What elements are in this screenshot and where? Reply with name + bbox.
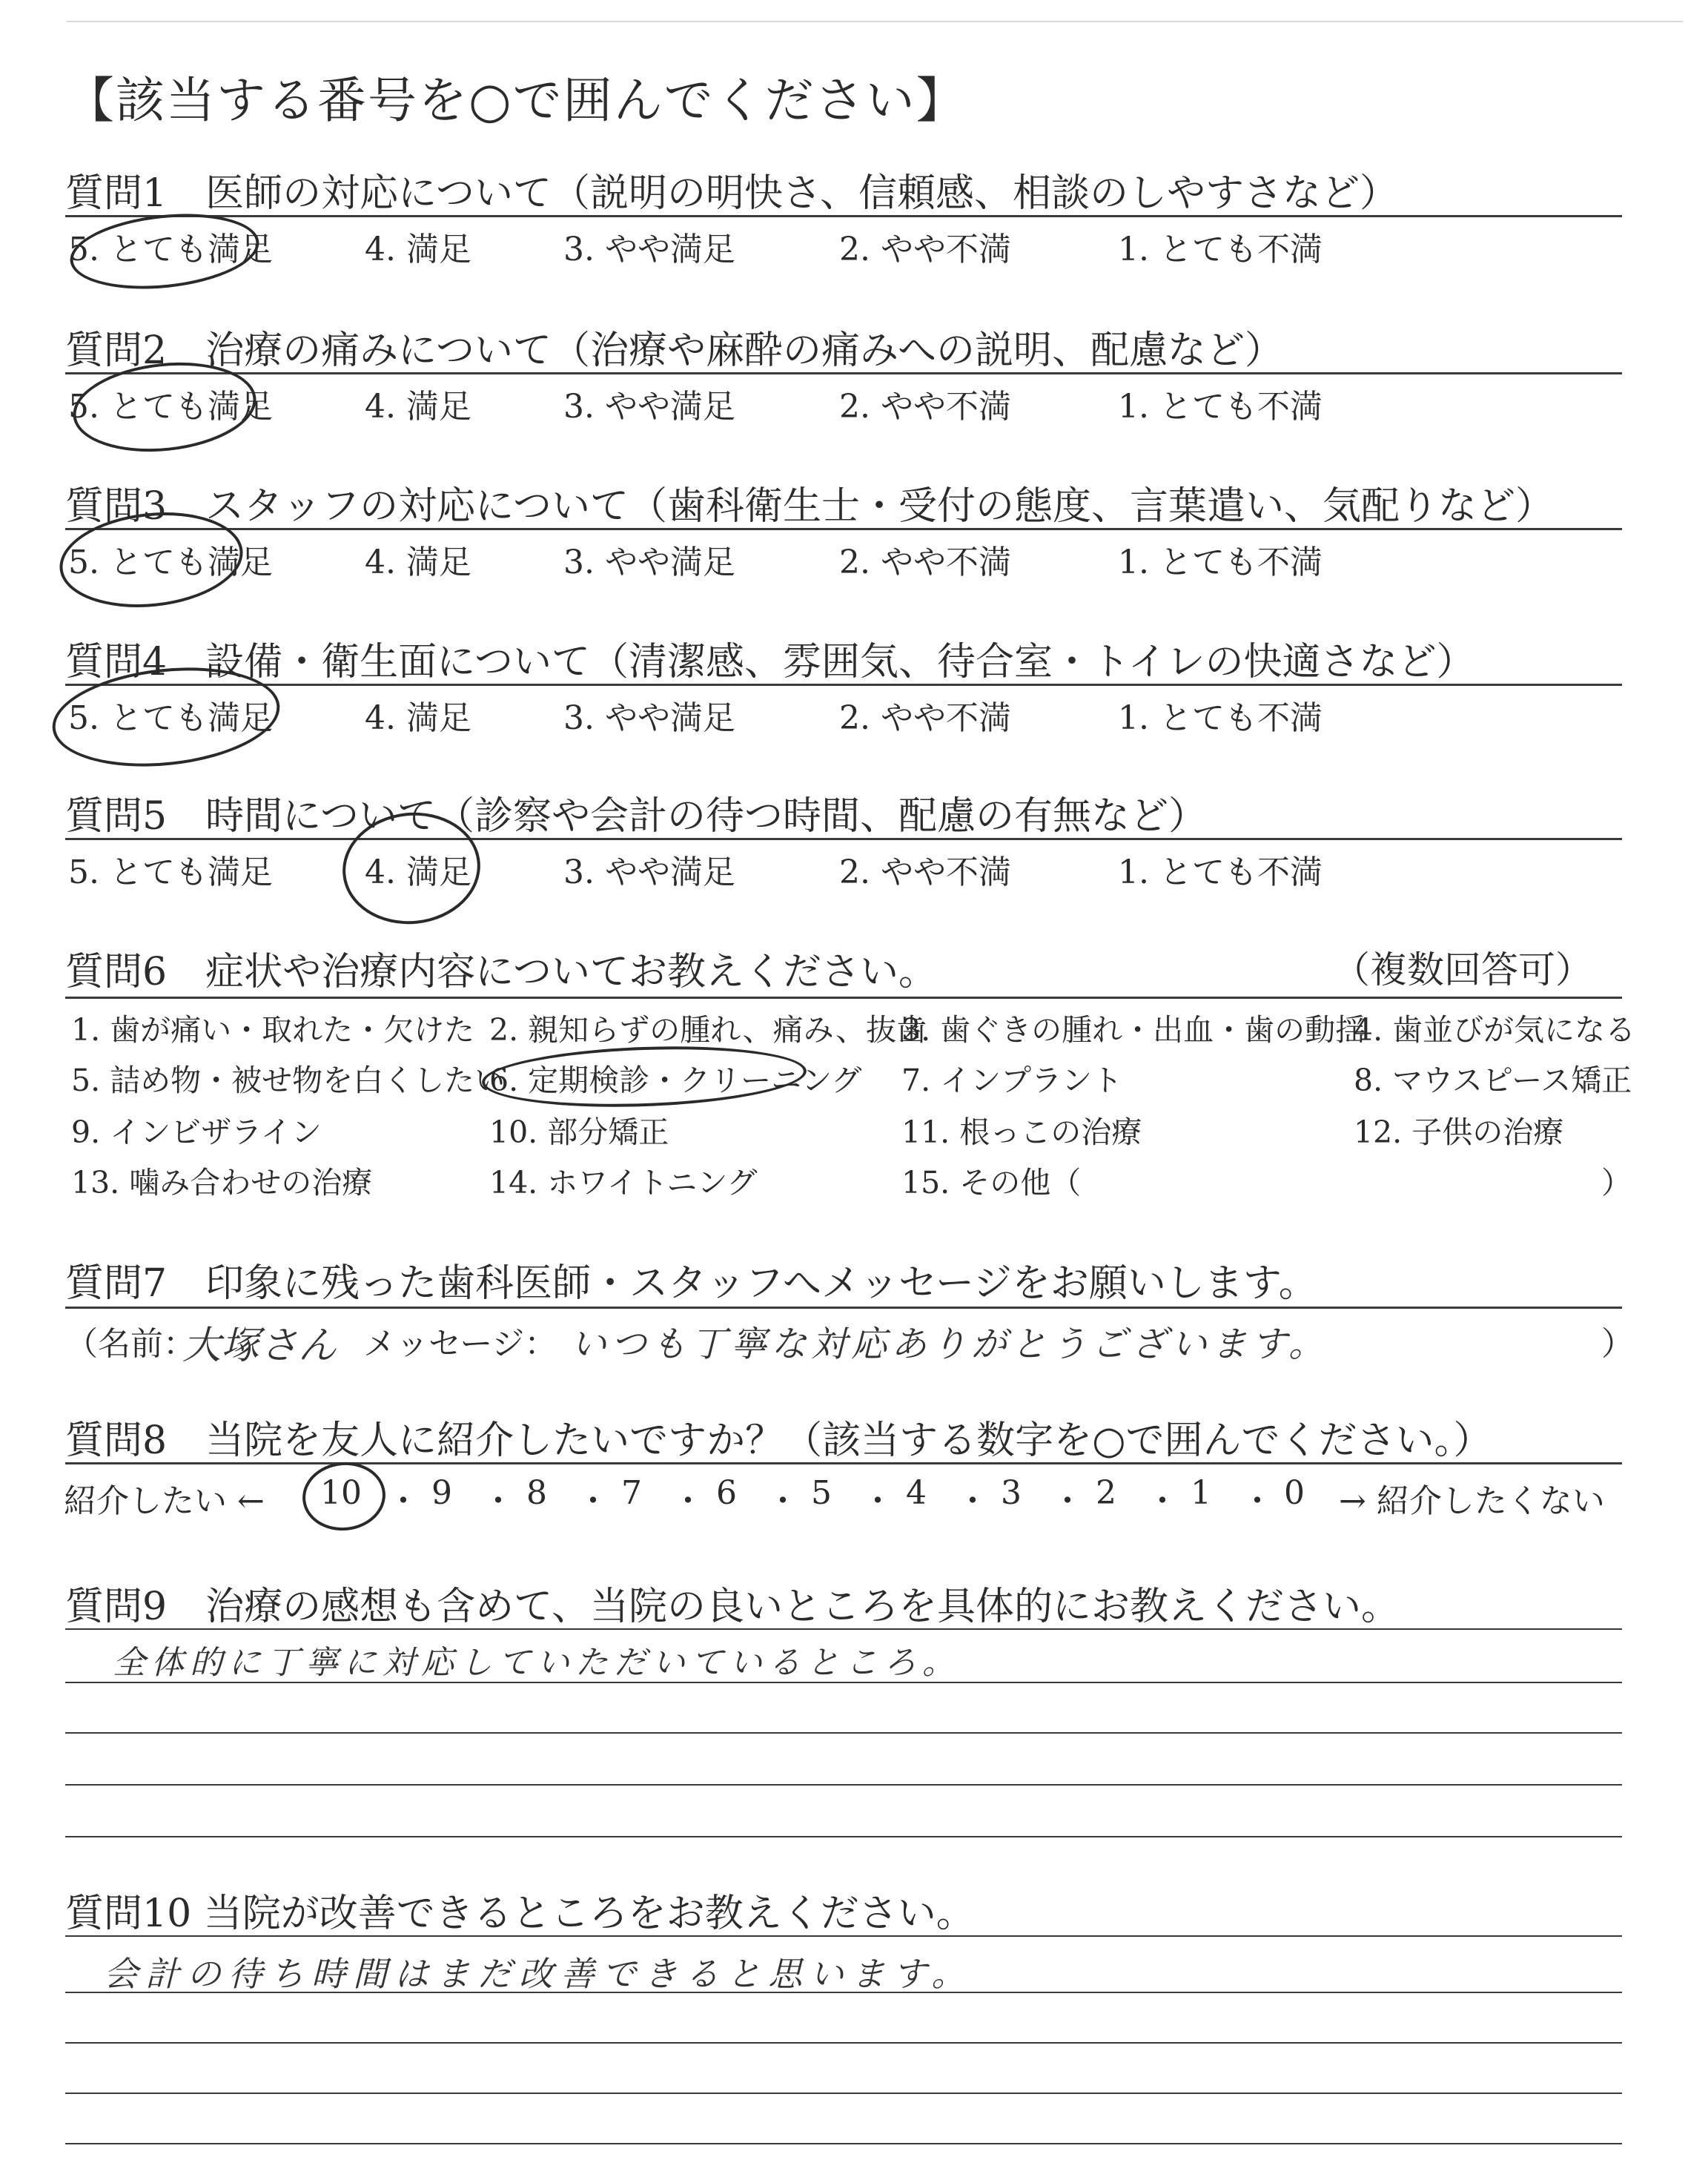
q5-option-4[interactable]: 4. 満足 — [365, 853, 471, 891]
q6-item-5[interactable]: 5. 詰め物・被せ物を白くしたい — [71, 1063, 506, 1098]
q7-message-value[interactable]: いつも丁寧な対応ありがとうございます。 — [571, 1324, 1329, 1365]
q5-option-2[interactable]: 2. やや不満 — [839, 853, 1011, 891]
question-6-rule — [65, 997, 1622, 999]
question-2 — [65, 319, 1622, 437]
question-5-title: 質問5 時間について（診察や会計の待つ時間、配慮の有無など） — [65, 794, 1208, 839]
question-4-rule — [65, 684, 1622, 686]
q6-item-4[interactable]: 4. 歯並びが気になる — [1354, 1012, 1636, 1048]
q8-score-4[interactable]: 4 — [906, 1474, 927, 1512]
q7-message-label: メッセージ： — [363, 1325, 557, 1363]
q8-dot: ・ — [577, 1482, 609, 1520]
q8-dot: ・ — [1241, 1482, 1274, 1520]
q6-item-10[interactable]: 10. 部分矯正 — [489, 1114, 669, 1150]
q2-option-3[interactable]: 3. やや満足 — [563, 388, 735, 426]
q8-left-label: 紹介したい ← — [64, 1482, 265, 1520]
question-4-title: 質問4 設備・衛生面について（清潔感、雰囲気、待合室・トイレの快適さなど） — [65, 640, 1475, 684]
q10-answer-line — [65, 1992, 1622, 1993]
q4-option-1[interactable]: 1. とても不満 — [1118, 699, 1323, 737]
q8-dot: ・ — [387, 1482, 420, 1520]
question-5-rule — [65, 838, 1622, 840]
q8-dot: ・ — [1051, 1482, 1084, 1520]
q8-score-8[interactable]: 8 — [526, 1474, 547, 1512]
question-1-rule — [65, 215, 1622, 217]
q9-answer-line — [65, 1836, 1622, 1837]
q6-item-2[interactable]: 2. 親知らずの腫れ、痛み、抜歯 — [489, 1012, 927, 1048]
q6-item-1[interactable]: 1. 歯が痛い・取れた・欠けた — [71, 1012, 475, 1048]
q10-answer-line — [65, 2143, 1622, 2144]
question-10-rule — [65, 1935, 1622, 1937]
q1-option-1[interactable]: 1. とても不満 — [1118, 231, 1323, 268]
q6-item-13[interactable]: 13. 噛み合わせの治療 — [71, 1165, 373, 1200]
question-9-title: 質問9 治療の感想も含めて、当院の良いところを具体的にお教えください。 — [65, 1585, 1400, 1629]
q2-option-5[interactable]: 5. とても満足 — [68, 388, 273, 426]
q8-score-6[interactable]: 6 — [716, 1474, 737, 1512]
question-8-title: 質問8 当院を友人に紹介したいですか？（該当する数字を○で囲んでください。） — [65, 1418, 1492, 1463]
question-7-rule — [65, 1307, 1622, 1309]
question-1-title: 質問1 医師の対応について（説明の明快さ、信頼感、相談のしやすさなど） — [65, 171, 1398, 216]
q8-dot: ・ — [956, 1482, 989, 1520]
q6-item-14[interactable]: 14. ホワイトニング — [489, 1165, 758, 1200]
q5-option-5[interactable]: 5. とても満足 — [68, 853, 273, 891]
q6-item-12[interactable]: 12. 子供の治療 — [1354, 1114, 1564, 1150]
q4-option-3[interactable]: 3. やや満足 — [563, 699, 735, 737]
question-3-title: 質問3 スタッフの対応について（歯科衛生士・受付の態度、言葉遣い、気配りなど） — [65, 484, 1555, 529]
q7-name-label: （名前： — [65, 1325, 196, 1363]
q8-score-5[interactable]: 5 — [811, 1474, 832, 1512]
q8-score-9[interactable]: 9 — [431, 1474, 452, 1512]
q8-score-0[interactable]: 0 — [1284, 1474, 1305, 1512]
q8-dot: ・ — [861, 1482, 894, 1520]
q5-option-3[interactable]: 3. やや満足 — [563, 853, 735, 891]
q8-score-3[interactable]: 3 — [1001, 1474, 1022, 1512]
q9-answer[interactable]: 全体的に丁寧に対応していただいているところ。 — [113, 1644, 961, 1682]
q2-option-2[interactable]: 2. やや不満 — [839, 388, 1011, 426]
q8-score-10[interactable]: 10 — [320, 1474, 362, 1512]
q2-option-4[interactable]: 4. 満足 — [365, 388, 471, 426]
question-8-rule — [65, 1462, 1622, 1464]
question-9-rule — [65, 1628, 1622, 1630]
q6-item-15-close: ） — [1601, 1165, 1632, 1200]
question-7-title: 質問7 印象に残った歯科医師・スタッフへメッセージをお願いします。 — [65, 1261, 1317, 1306]
q8-dot: ・ — [767, 1482, 799, 1520]
q4-option-2[interactable]: 2. やや不満 — [839, 699, 1011, 737]
q7-name-value[interactable]: 大塚さん — [182, 1324, 337, 1368]
q9-answer-line — [65, 1784, 1622, 1786]
q6-item-8[interactable]: 8. マウスピース矯正 — [1354, 1063, 1632, 1098]
q10-answer-line — [65, 2093, 1622, 2094]
q4-option-5[interactable]: 5. とても満足 — [68, 699, 273, 737]
q1-selection-circle — [67, 205, 263, 297]
q8-dot: ・ — [1146, 1482, 1179, 1520]
form-header: 【該当する番号を○で囲んでください】 — [65, 72, 967, 129]
q10-answer[interactable]: 会計の待ち時間はまだ改善できると思います。 — [104, 1954, 973, 1994]
question-6-note: （複数回答可） — [1333, 948, 1592, 991]
question-3 — [65, 475, 1622, 593]
q9-answer-line — [65, 1682, 1622, 1683]
q8-score-1[interactable]: 1 — [1191, 1474, 1211, 1512]
question-1 — [65, 162, 1622, 280]
q1-option-2[interactable]: 2. やや不満 — [839, 231, 1011, 268]
q4-option-4[interactable]: 4. 満足 — [365, 699, 471, 737]
question-2-title: 質問2 治療の痛みについて（治療や麻酔の痛みへの説明、配慮など） — [65, 328, 1284, 373]
q1-option-5[interactable]: 5. とても満足 — [68, 231, 273, 268]
q9-answer-line — [65, 1732, 1622, 1734]
question-6-title: 質問6 症状や治療内容についてお教えください。 — [65, 950, 938, 994]
q8-score-7[interactable]: 7 — [621, 1474, 642, 1512]
q2-option-1[interactable]: 1. とても不満 — [1118, 388, 1323, 426]
q3-option-4[interactable]: 4. 満足 — [365, 544, 471, 581]
q1-option-4[interactable]: 4. 満足 — [365, 231, 471, 268]
q3-option-5[interactable]: 5. とても満足 — [68, 544, 273, 581]
q8-dot: ・ — [482, 1482, 514, 1520]
question-2-rule — [65, 372, 1622, 374]
q8-dot: ・ — [672, 1482, 704, 1520]
q3-option-3[interactable]: 3. やや満足 — [563, 544, 735, 581]
question-3-rule — [65, 528, 1622, 530]
q5-option-1[interactable]: 1. とても不満 — [1118, 853, 1323, 891]
q6-item-9[interactable]: 9. インビザライン — [71, 1114, 322, 1150]
q6-selection-circle — [481, 1041, 808, 1112]
q8-score-2[interactable]: 2 — [1096, 1474, 1116, 1512]
q3-option-1[interactable]: 1. とても不満 — [1118, 544, 1323, 581]
top-border — [67, 21, 1683, 22]
q10-answer-line — [65, 2042, 1622, 2044]
q6-item-7[interactable]: 7. インプラント — [901, 1063, 1123, 1098]
q6-item-11[interactable]: 11. 根っこの治療 — [901, 1114, 1142, 1150]
question-5 — [65, 785, 1622, 903]
q6-item-6[interactable]: 6. 定期検診・クリーニング — [489, 1063, 862, 1098]
q8-right-label: → 紹介したくない — [1339, 1482, 1605, 1520]
q1-option-3[interactable]: 3. やや満足 — [563, 231, 735, 268]
q6-item-15[interactable]: 15. その他（ — [901, 1165, 1082, 1200]
q7-close-paren: ） — [1601, 1325, 1634, 1363]
q3-option-2[interactable]: 2. やや不満 — [839, 544, 1011, 581]
question-10-title: 質問10 当院が改善できるところをお教えください。 — [65, 1892, 975, 1936]
q6-item-3[interactable]: 3. 歯ぐきの腫れ・出血・歯の動揺 — [901, 1012, 1366, 1048]
question-4 — [65, 630, 1622, 749]
